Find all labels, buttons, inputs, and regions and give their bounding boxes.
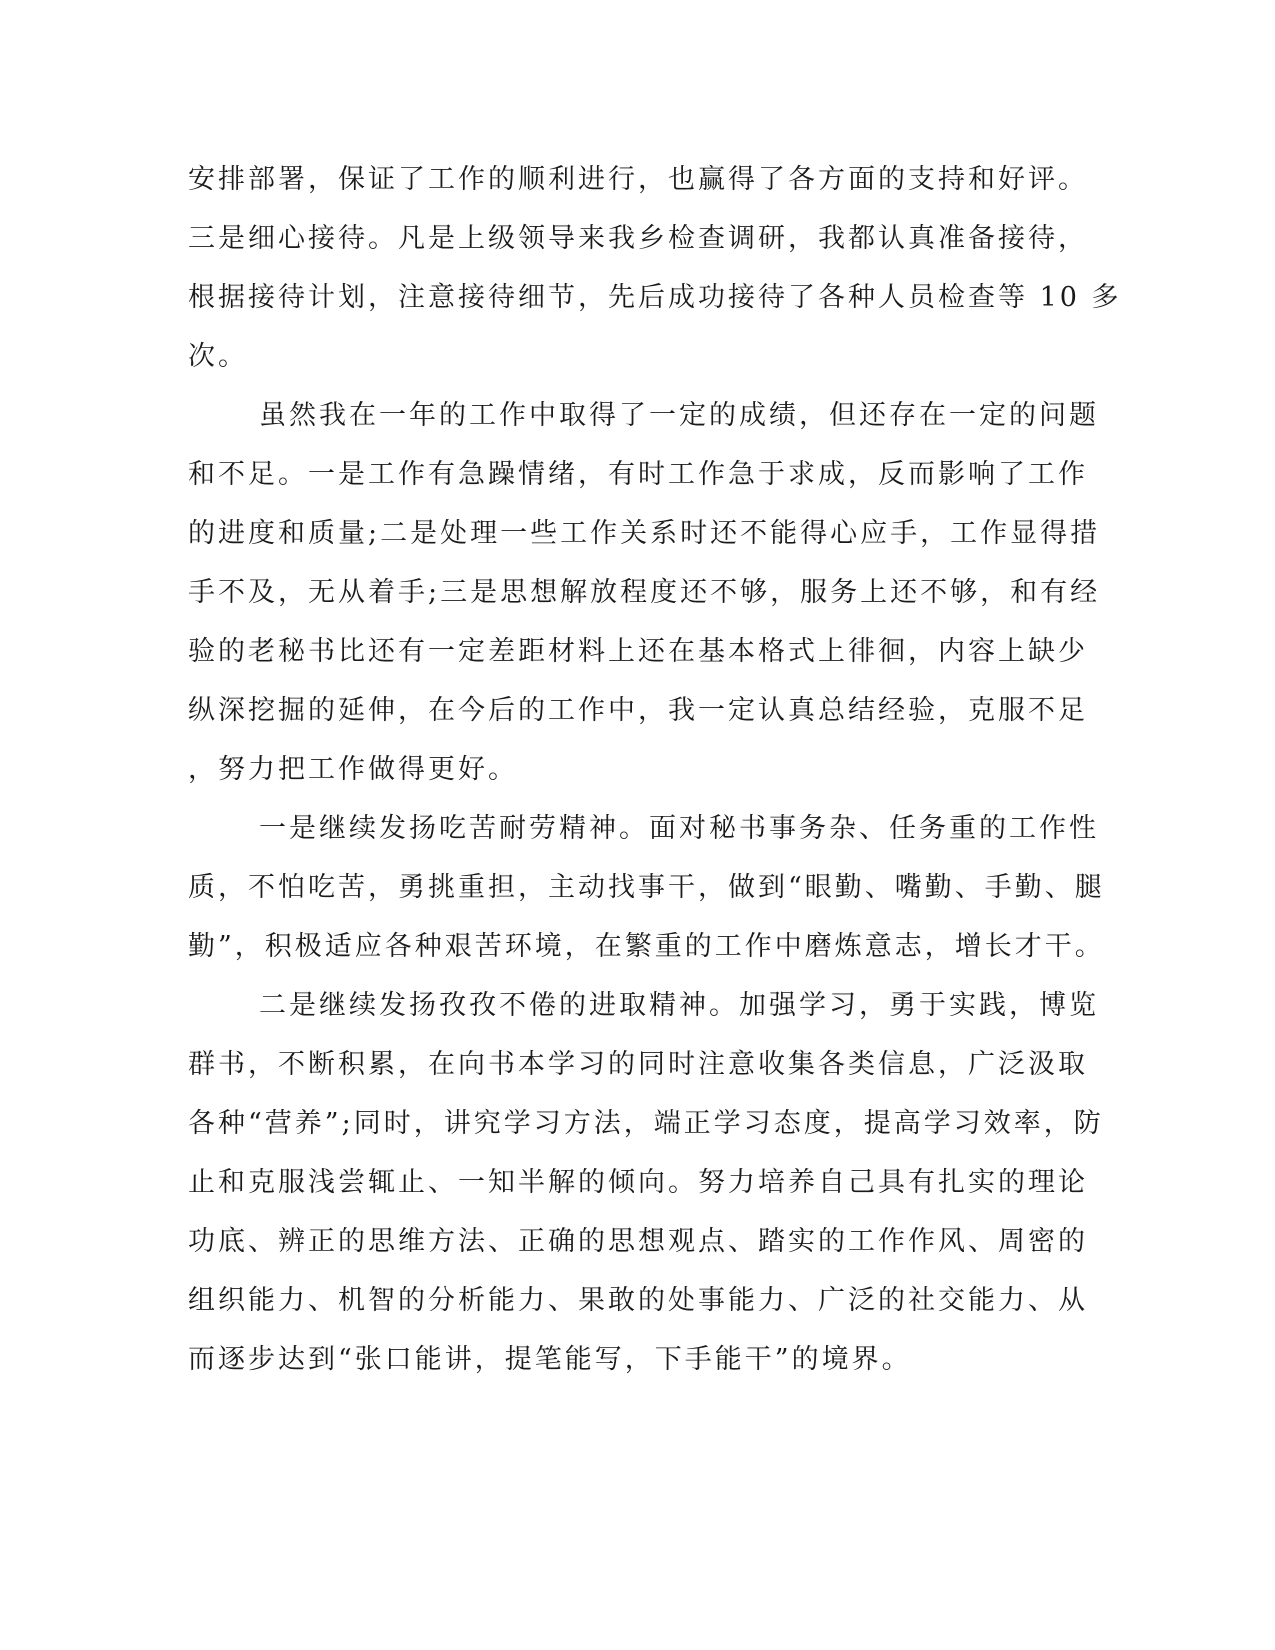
text-line: 纵深挖掘的延伸，在今后的工作中，我一定认真总结经验，克服不足	[188, 695, 1088, 726]
text-line: 二是继续发扬孜孜不倦的进取精神。加强学习，勇于实践，博览	[259, 990, 1099, 1021]
text-line: 而逐步达到“张口能讲，提笔能写，下手能干”的境界。	[188, 1344, 912, 1375]
text-line: 功底、辨正的思维方法、正确的思想观点、踏实的工作作风、周密的	[188, 1226, 1088, 1257]
text-line: 验的老秘书比还有一定差距材料上还在基本格式上徘徊，内容上缺少	[188, 636, 1088, 667]
text-line: 群书，不断积累，在向书本学习的同时注意收集各类信息，广泛汲取	[188, 1049, 1088, 1080]
text-line: 质，不怕吃苦，勇挑重担，主动找事干，做到“眼勤、嘴勤、手勤、腿	[188, 872, 1105, 903]
text-line: 三是细心接待。凡是上级领导来我乡检查调研，我都认真准备接待，	[188, 223, 1088, 254]
text-line: 止和克服浅尝辄止、一知半解的倾向。努力培养自己具有扎实的理论	[188, 1167, 1088, 1198]
text-line: 组织能力、机智的分析能力、果敢的处事能力、广泛的社交能力、从	[188, 1285, 1088, 1316]
text-line: 手不及，无从着手;三是思想解放程度还不够，服务上还不够，和有经	[188, 577, 1101, 608]
text-line: 次。	[188, 341, 248, 372]
text-line: 根据接待计划，注意接待细节，先后成功接待了各种人员检查等 10 多	[188, 282, 1122, 313]
text-line: 安排部署，保证了工作的顺利进行，也赢得了各方面的支持和好评。	[188, 164, 1088, 195]
text-line: 勤”，积极适应各种艰苦环境，在繁重的工作中磨炼意志，增长才干。	[188, 931, 1105, 962]
text-line: 的进度和质量;二是处理一些工作关系时还不能得心应手，工作显得措	[188, 518, 1101, 549]
text-line: 一是继续发扬吃苦耐劳精神。面对秘书事务杂、任务重的工作性	[259, 813, 1099, 844]
text-line: 虽然我在一年的工作中取得了一定的成绩，但还存在一定的问题	[259, 400, 1099, 431]
text-line: 各种“营养”;同时，讲究学习方法，端正学习态度，提高学习效率，防	[188, 1108, 1104, 1139]
text-line: ，努力把工作做得更好。	[188, 754, 518, 785]
text-line: 和不足。一是工作有急躁情绪，有时工作急于求成，反而影响了工作	[188, 459, 1088, 490]
